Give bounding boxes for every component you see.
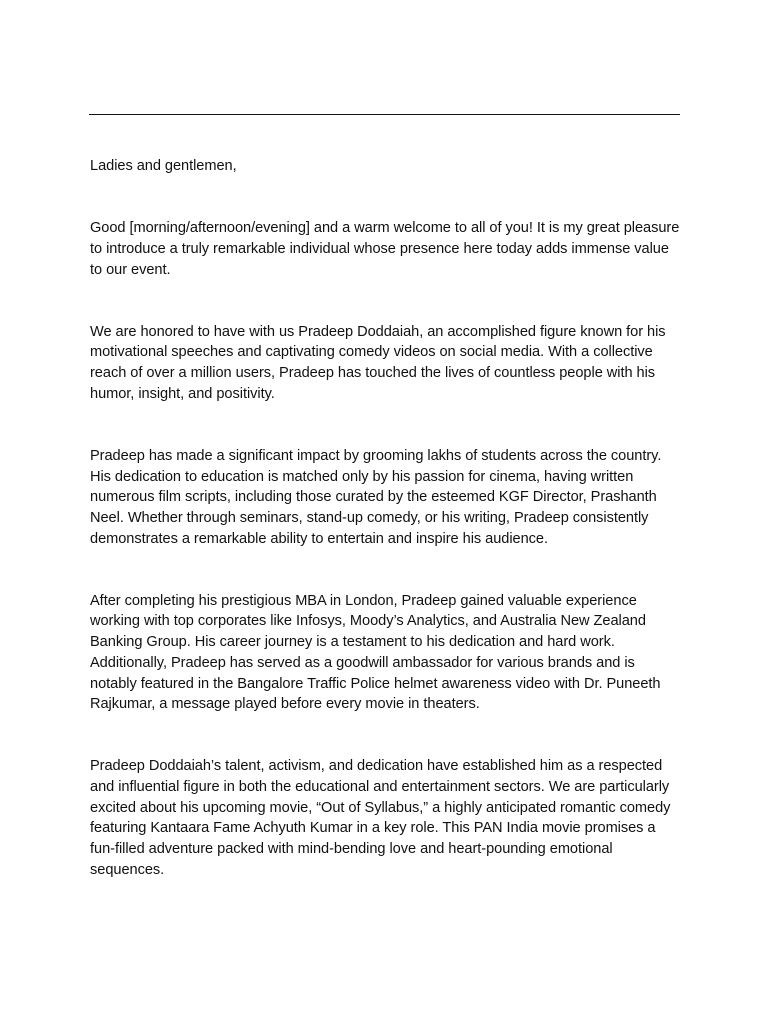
welcome-paragraph: Good [morning/afternoon/evening] and a warm welcome to all of you! It is my great pleasure to introduce a truly remarkable individual whose presence here today adds immense value to our event. [90, 220, 680, 278]
introduction-paragraph: We are honored to have with us Pradeep Doddaiah, an accomplished figure known for his motivational speeches and captivating comedy videos on social media. With a collective reach of over a million users, Pradeep has touched the lives of countless people with his humor, insight, and positivity. [90, 323, 666, 402]
speech-body [90, 156, 682, 881]
education-cinema-paragraph: Pradeep has made a significant impact by grooming lakhs of students across the country. His dedication to education is matched only by his passion for cinema, having written numerous film scripts, including those curated by the esteemed KGF Director, Prashanth Neel. Whether through seminars, stand-up comedy, or his writing, Pradeep consistently demonstrates a remarkable ability to entertain and inspire his audience. [90, 447, 662, 547]
horizontal-rule [89, 114, 680, 115]
upcoming-movie-paragraph: Pradeep Doddaiah’s talent, activism, and dedication have established him as a respected and influential figure in both the educational and entertainment sectors. We are particularly excited about his upcoming movie, “Out of Syllabus,” a highly anticipated romantic comedy featuring Kantaara Fame Achyuth Kumar in a key role. This PAN India movie promises a fun-filled adventure packed with mind-bending love and heart-pounding emotional sequences. [90, 758, 671, 878]
greeting-paragraph: Ladies and gentlemen, [90, 158, 237, 174]
career-paragraph: After completing his prestigious MBA in London, Pradeep gained valuable experience working with top corporates like Infosys, Moody’s Analytics, and Australia New Zealand Banking Group. His career journey is a testament to his dedication and hard work. Additionally, Pradeep has served as a goodwill ambassador for various brands and is notably featured in the Bangalore Traffic Police helmet awareness video with Dr. Puneeth Rajkumar, a message played before every movie in theaters. [90, 592, 661, 713]
